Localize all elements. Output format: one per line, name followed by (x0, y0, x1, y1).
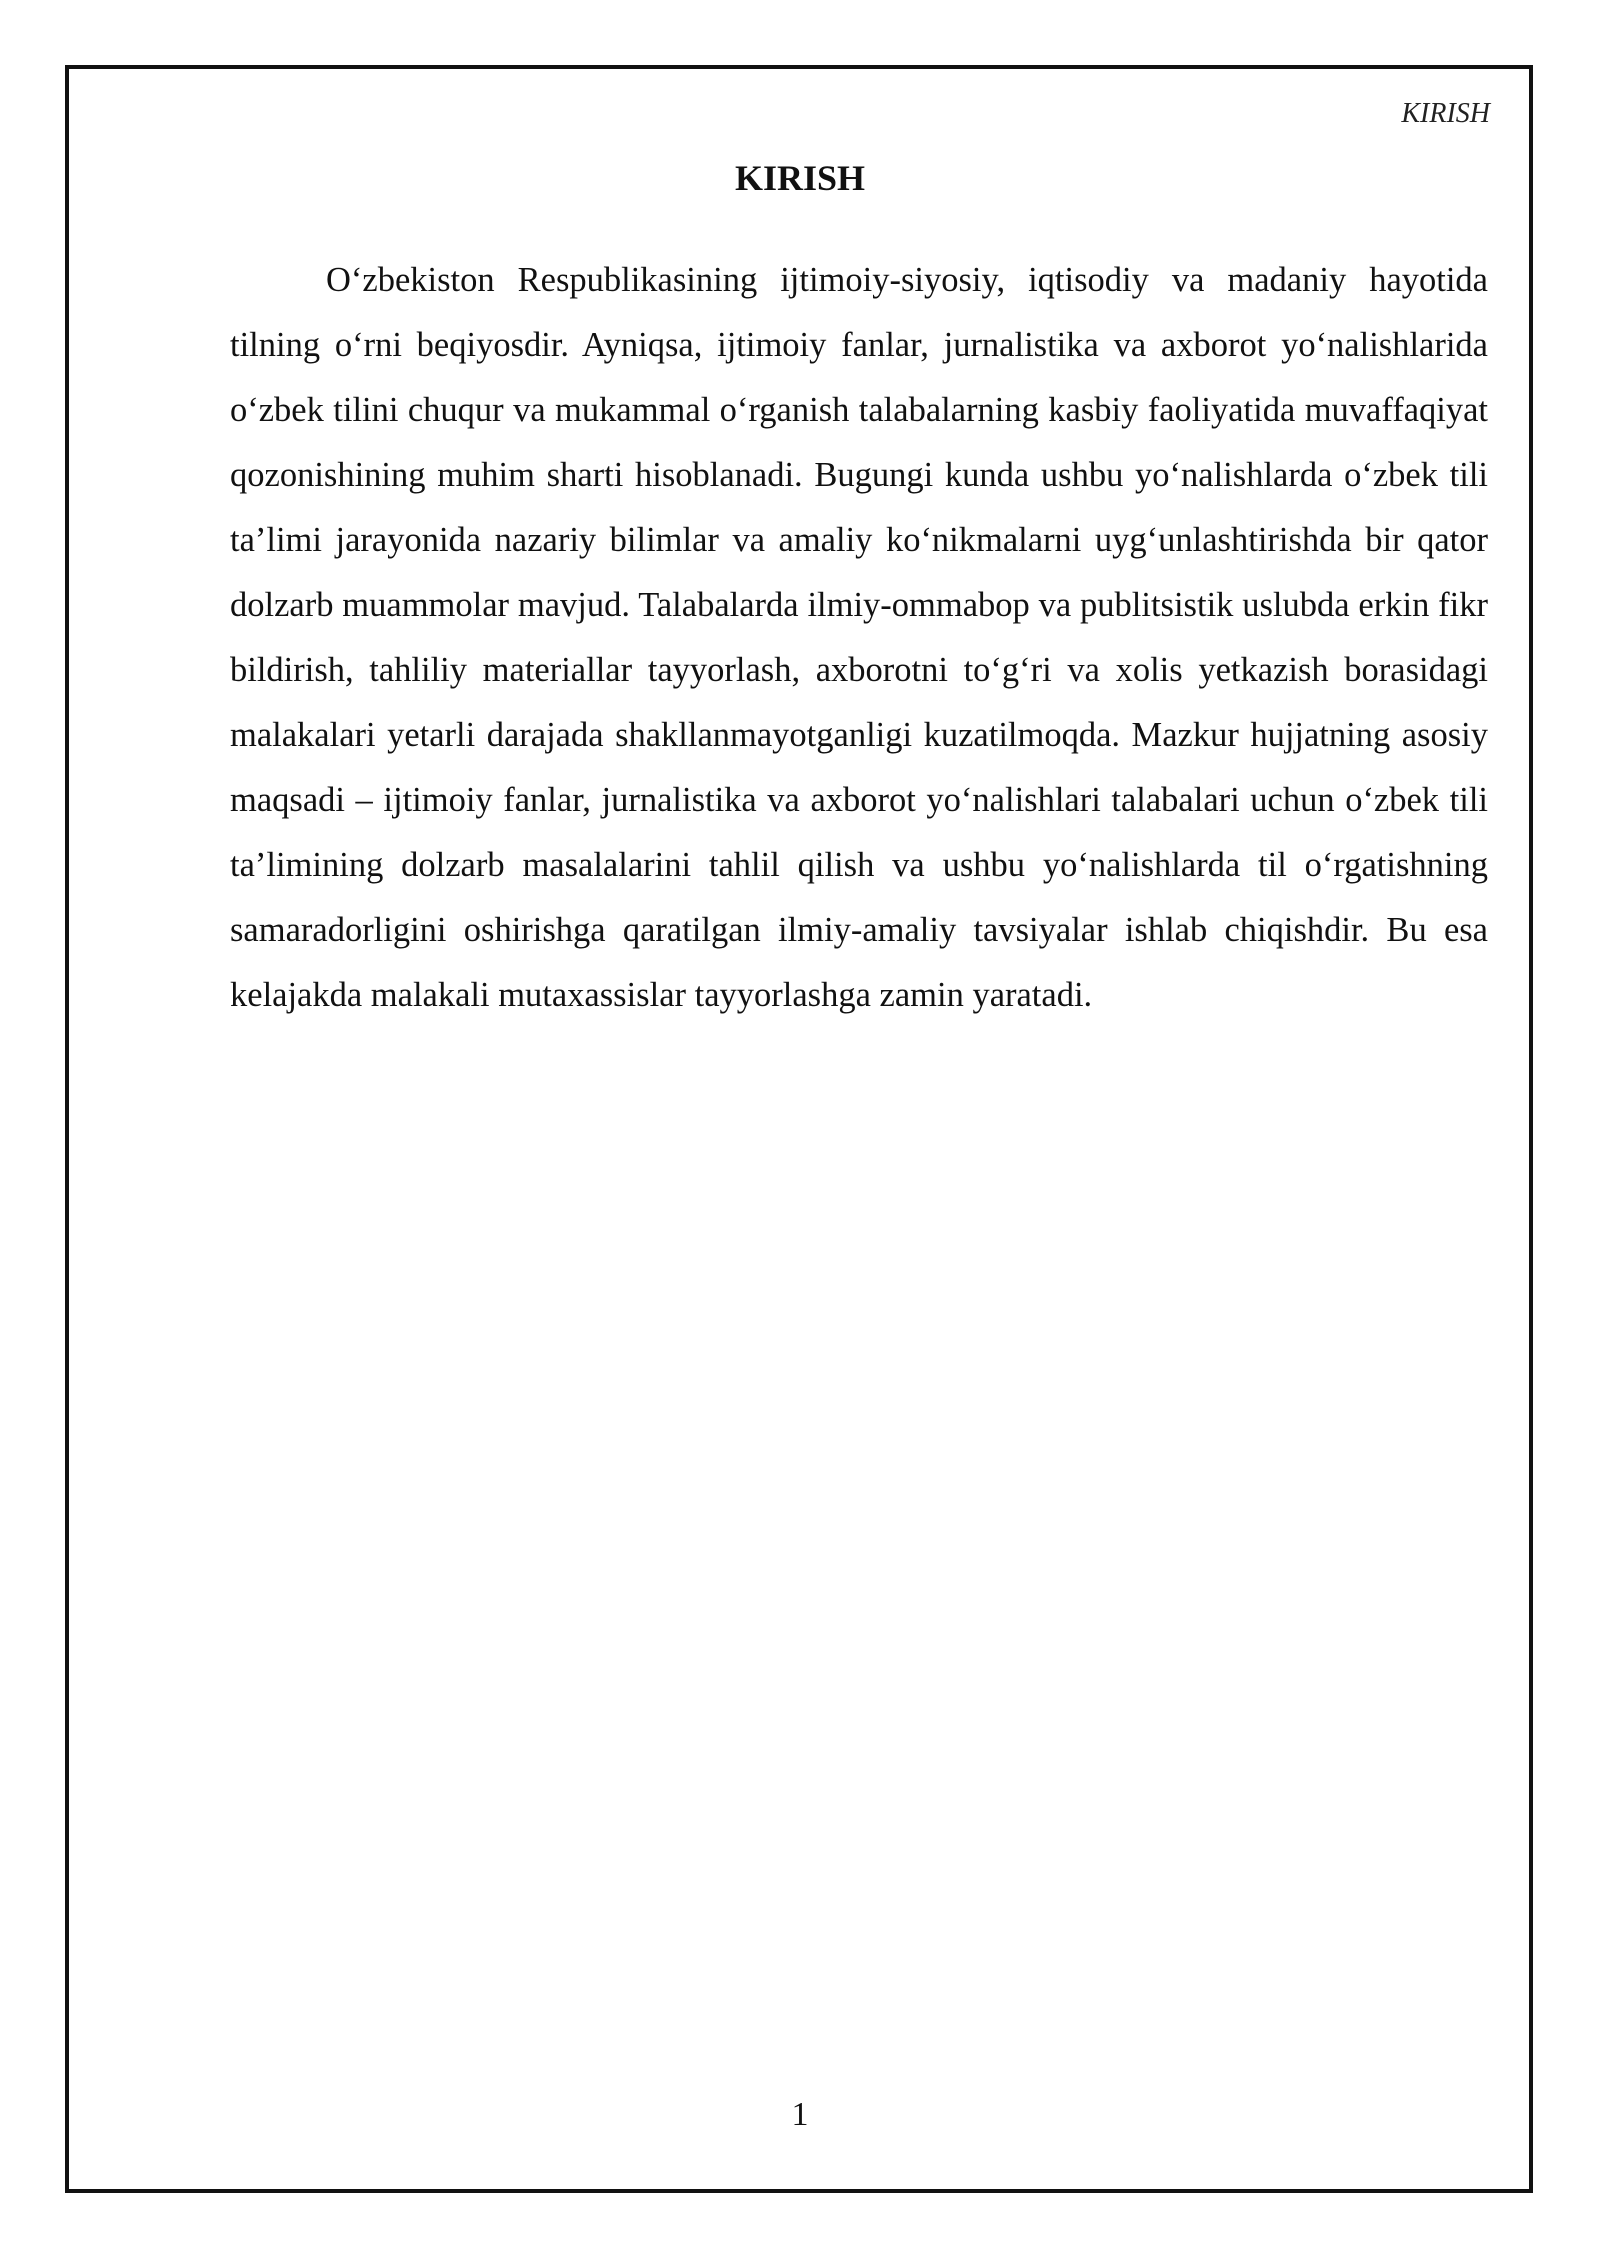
page-number: 1 (791, 2096, 809, 2133)
body-paragraph: O‘zbekiston Respublikasining ijtimoiy-siyosiy, iqtisodiy va madaniy hayotida tilning o‘rni beqiyosdir. Ayniqsa, ijtimoiy fanlar, jurnalistika va axborot yo‘nalishlarida o‘zbek tilini chuqur va mukammal o‘rganish talabalarning kasbiy faoliyatida muvaffaqiyat qozonishining muhim sharti hisoblanadi. Bugungi kunda ushbu yo‘nalishlarda o‘zbek tili ta’limi jarayonida nazariy bilimlar va amaliy ko‘nikmalarni uyg‘unlashtirishda bir qator dolzarb muammolar mavjud. Talabalarda ilmiy-ommabop va publitsistik uslubda erkin fikr bildirish, tahliliy materiallar tayyorlash, axborotni to‘g‘ri va xolis yetkazish borasidagi malakalari yetarli darajada shakllanmayotganligi kuzatilmoqda. Mazkur hujjatning asosiy maqsadi – ijtimoiy fanlar, jurnalistika va axborot yo‘nalishlari talabalari uchun o‘zbek tili ta’limining dolzarb masalalarini tahlil qilish va ushbu yo‘nalishlarda til o‘rgatishning samaradorligini oshirishga qaratilgan ilmiy-amaliy tavsiyalar ishlab chiqishdir. Bu esa kelajakda malakali mutaxassislar tayyorlashga zamin yaratadi. (230, 261, 1488, 1014)
running-header: KIRISH (1401, 98, 1490, 129)
page-title: KIRISH (734, 158, 866, 198)
